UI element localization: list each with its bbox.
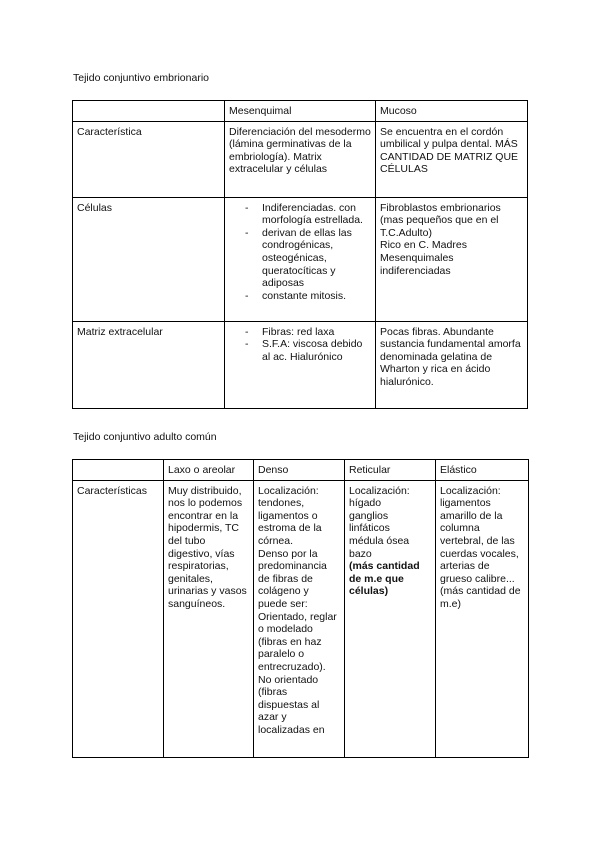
header-cell-empty	[73, 101, 225, 122]
cell-mucoso-matriz: Pocas fibras. Abundante sustancia fundamental amorfa denominada gelatina de Wharton y rica en ácido hialurónico.	[376, 321, 528, 408]
section-heading-embrionario: Tejido conjuntivo embrionario	[73, 72, 209, 84]
cell-laxo: Muy distribuido, nos lo podemos encontrar en la hipodermis, TC del tubo digestivo, vías respiratorias, genitales, urinarias y vasos sanguíneos.	[164, 480, 254, 757]
elastico-line: (más cantidad de m.e)	[440, 585, 521, 610]
list-item: - S.F.A: viscosa debido al ac. Hialurónico	[229, 338, 371, 363]
matriz-list	[229, 326, 371, 364]
table-header-row	[73, 460, 529, 481]
list-item: - derivan de ellas las condrogénicas, osteogénicas, queratocíticas y adiposas	[229, 227, 371, 290]
reticular-line: Localización:	[349, 484, 410, 497]
cell-mucoso-caracteristica: Se encuentra en el cordón umbilical y pulpa dental. MÁS CANTIDAD DE MATRIZ QUE CÉLULAS	[376, 121, 528, 197]
reticular-line: ganglios linfáticos	[349, 509, 390, 535]
cell-mesenquimal-celulas	[225, 197, 376, 321]
header-laxo: Laxo o areolar	[164, 460, 254, 481]
header-cell-empty	[73, 460, 164, 481]
section-heading-adulto: Tejido conjuntivo adulto común	[73, 431, 217, 443]
cell-reticular	[345, 480, 436, 757]
denso-line: Denso por la predominancia de fibras de colágeno y puede ser:	[258, 547, 327, 610]
denso-line: No orientado (fibras dispuestas al azar y localizadas en	[258, 673, 325, 736]
denso-line: Localización: tendones, ligamentos o estroma de la córnea.	[258, 484, 322, 547]
row-label-caracteristicas: Características	[73, 480, 164, 757]
header-reticular: Reticular	[345, 460, 436, 481]
table-row-caracteristicas	[73, 480, 529, 757]
header-elastico: Elástico	[436, 460, 529, 481]
celulas-mucoso-line: Rico en C. Madres Mesenquimales indiferenciadas	[380, 239, 467, 277]
cell-mesenquimal-caracteristica: Diferenciación del mesodermo (lámina germinativas de la embriología). Matrix extracelular y células	[225, 121, 376, 197]
list-item: - Indiferenciadas. con morfología estrellada.	[229, 202, 371, 227]
reticular-line: hígado	[349, 497, 382, 510]
header-denso: Denso	[254, 460, 345, 481]
elastico-line: Localización: ligamentos amarillo de la columna vertebral, de las cuerdas vocales, arterias de grueso calibre...	[440, 484, 519, 585]
list-item: - Fibras: red laxa	[229, 326, 371, 339]
header-mesenquimal: Mesenquimal	[225, 101, 376, 122]
denso-line: Orientado, reglar o modelado (fibras en haz paralelo o entrecruzado).	[258, 610, 337, 673]
celulas-mucoso-line: Fibroblastos embrionarios (mas pequeños que en el T.C.Adulto)	[380, 201, 501, 239]
cell-denso	[254, 480, 345, 757]
table-row-matriz	[73, 321, 528, 408]
header-mucoso: Mucoso	[376, 101, 528, 122]
cell-mesenquimal-matriz	[225, 321, 376, 408]
row-label-caracteristica: Característica	[73, 121, 225, 197]
reticular-bold-note: (más cantidad de m.e que células)	[349, 560, 420, 598]
row-label-celulas: Células	[73, 197, 225, 321]
reticular-line: bazo	[349, 547, 372, 560]
table-row-caracteristica	[73, 121, 528, 197]
table-embrionario	[72, 100, 528, 409]
cell-elastico	[436, 480, 529, 757]
table-adulto	[72, 459, 529, 758]
reticular-line: médula ósea	[349, 534, 410, 547]
table-header-row	[73, 101, 528, 122]
cell-mucoso-celulas	[376, 197, 528, 321]
row-label-matriz: Matriz extracelular	[73, 321, 225, 408]
table-row-celulas	[73, 197, 528, 321]
celulas-list	[229, 202, 371, 303]
list-item: - constante mitosis.	[229, 290, 371, 303]
